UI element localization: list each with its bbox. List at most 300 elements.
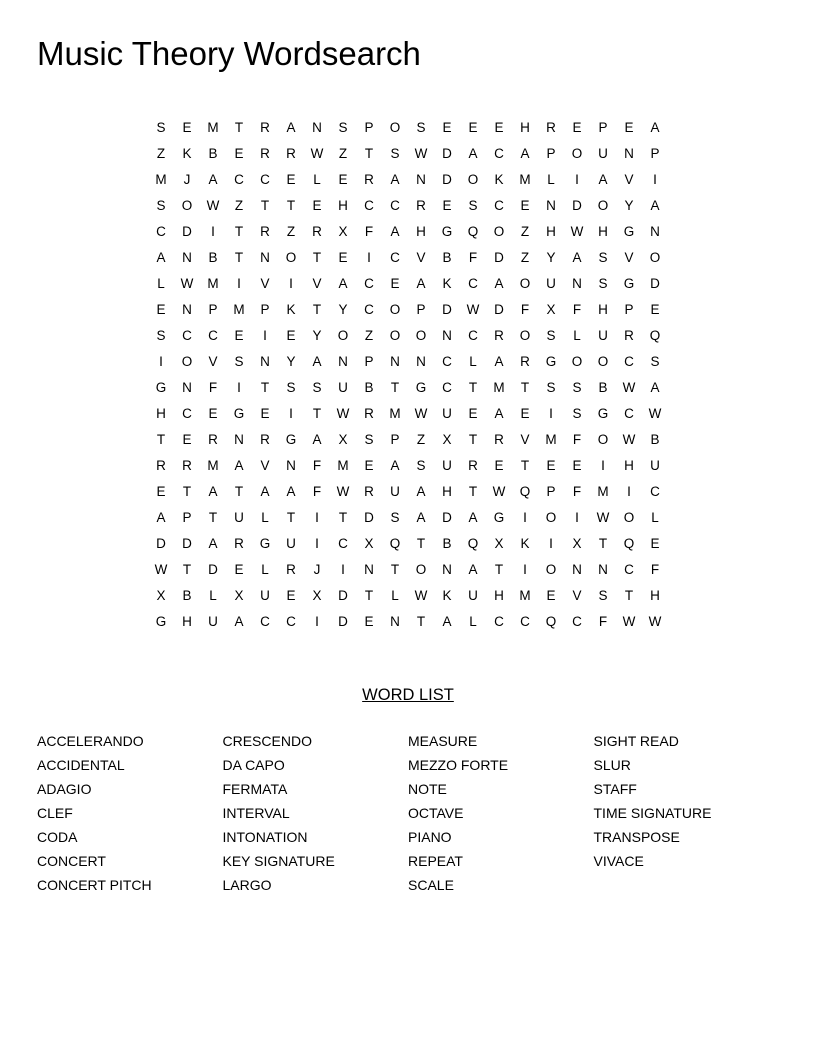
grid-letter: Z: [520, 223, 530, 239]
grid-letter: T: [364, 145, 374, 161]
grid-letter: S: [572, 379, 582, 395]
grid-letter: E: [546, 457, 556, 473]
grid-letter: C: [182, 405, 192, 421]
grid-letter: A: [234, 613, 244, 629]
grid-letter: O: [467, 171, 479, 187]
grid-letter: T: [312, 249, 322, 265]
grid-letter: A: [520, 145, 530, 161]
word-list-item: LARGO: [222, 877, 272, 893]
grid-letter: C: [364, 197, 374, 213]
grid-letter: U: [442, 405, 452, 421]
grid-letter: N: [182, 301, 192, 317]
grid-letter: R: [156, 457, 166, 473]
grid-letter: T: [234, 249, 244, 265]
grid-letter: G: [597, 405, 609, 421]
grid-letter: P: [208, 301, 218, 317]
grid-letter: N: [442, 327, 452, 343]
grid-letter: S: [416, 119, 426, 135]
grid-letter: C: [468, 275, 478, 291]
grid-letter: T: [182, 561, 192, 577]
grid-letter: G: [155, 379, 167, 395]
grid-letter: O: [649, 249, 661, 265]
grid-letter: W: [622, 379, 636, 395]
grid-letter: F: [208, 379, 218, 395]
grid-letter: R: [260, 223, 270, 239]
grid-letter: M: [337, 457, 349, 473]
grid-letter: D: [208, 561, 218, 577]
grid-letter: R: [546, 119, 556, 135]
grid-letter: G: [493, 509, 505, 525]
grid-letter: S: [546, 327, 556, 343]
grid-letter: F: [572, 301, 582, 317]
grid-letter: X: [546, 301, 556, 317]
grid-letter: E: [182, 119, 192, 135]
word-list-item: STAFF: [593, 781, 637, 797]
grid-letter: M: [207, 457, 219, 473]
grid-letter: A: [390, 457, 400, 473]
grid-letter: O: [545, 509, 557, 525]
grid-letter: Q: [545, 613, 557, 629]
grid-letter: U: [390, 483, 400, 499]
grid-letter: R: [312, 223, 322, 239]
grid-letter: G: [441, 223, 453, 239]
grid-letter: S: [390, 509, 400, 525]
grid-letter: A: [416, 483, 426, 499]
grid-letter: O: [285, 249, 297, 265]
grid-letter: O: [597, 431, 609, 447]
grid-letter: W: [336, 405, 350, 421]
grid-letter: T: [338, 509, 348, 525]
grid-letter: N: [650, 223, 660, 239]
grid-letter: D: [442, 145, 452, 161]
grid-letter: L: [651, 509, 659, 525]
grid-letter: I: [237, 275, 241, 291]
grid-letter: R: [208, 431, 218, 447]
grid-letter: E: [364, 457, 374, 473]
grid-letter: S: [156, 119, 166, 135]
grid-letter: I: [549, 405, 553, 421]
grid-letter: R: [624, 327, 634, 343]
grid-letter: N: [338, 353, 348, 369]
grid-letter: W: [180, 275, 194, 291]
grid-letter: G: [623, 275, 635, 291]
grid-letter: P: [390, 431, 400, 447]
grid-letter: E: [442, 197, 452, 213]
grid-letter: S: [364, 431, 374, 447]
grid-letter: X: [494, 535, 504, 551]
word-list-item: CONCERT: [37, 853, 106, 869]
word-list-item: REPEAT: [408, 853, 463, 869]
grid-letter: A: [338, 275, 348, 291]
grid-letter: I: [315, 613, 319, 629]
grid-letter: T: [416, 613, 426, 629]
grid-letter: S: [156, 327, 166, 343]
grid-letter: B: [208, 145, 218, 161]
grid-letter: R: [234, 535, 244, 551]
grid-letter: U: [650, 457, 660, 473]
grid-letter: C: [156, 223, 166, 239]
grid-letter: X: [442, 431, 452, 447]
grid-letter: O: [519, 327, 531, 343]
grid-letter: W: [648, 613, 662, 629]
grid-letter: E: [260, 405, 270, 421]
grid-letter: L: [261, 561, 269, 577]
grid-letter: I: [289, 405, 293, 421]
grid-letter: M: [233, 301, 245, 317]
grid-letter: N: [390, 613, 400, 629]
grid-letter: T: [156, 431, 166, 447]
grid-letter: H: [650, 587, 660, 603]
grid-letter: T: [234, 119, 244, 135]
grid-letter: C: [390, 197, 400, 213]
grid-letter: A: [650, 119, 660, 135]
grid-letter: E: [494, 457, 504, 473]
grid-letter: T: [468, 483, 478, 499]
grid-letter: M: [207, 275, 219, 291]
grid-letter: N: [286, 457, 296, 473]
grid-letter: R: [260, 431, 270, 447]
grid-letter: W: [154, 561, 168, 577]
grid-letter: O: [519, 275, 531, 291]
grid-letter: O: [597, 353, 609, 369]
grid-letter: D: [572, 197, 582, 213]
grid-letter: X: [156, 587, 166, 603]
grid-letter: T: [234, 223, 244, 239]
grid-letter: S: [546, 379, 556, 395]
grid-letter: U: [442, 457, 452, 473]
grid-letter: I: [211, 223, 215, 239]
grid-letter: D: [182, 223, 192, 239]
grid-letter: Z: [416, 431, 426, 447]
grid-letter: F: [312, 457, 322, 473]
grid-letter: N: [182, 379, 192, 395]
grid-letter: C: [624, 561, 634, 577]
grid-letter: D: [442, 509, 452, 525]
grid-letter: H: [442, 483, 452, 499]
grid-letter: A: [494, 405, 504, 421]
grid-letter: E: [494, 119, 504, 135]
grid-letter: L: [209, 587, 217, 603]
word-list-item: ACCIDENTAL: [37, 757, 125, 773]
grid-letter: U: [338, 379, 348, 395]
grid-letter: S: [416, 457, 426, 473]
word-list-item: SIGHT READ: [593, 733, 679, 749]
grid-letter: W: [596, 509, 610, 525]
grid-letter: P: [364, 353, 374, 369]
grid-letter: S: [156, 197, 166, 213]
grid-letter: S: [390, 145, 400, 161]
grid-letter: C: [494, 197, 504, 213]
grid-letter: C: [208, 327, 218, 343]
grid-letter: M: [155, 171, 167, 187]
grid-letter: B: [208, 249, 218, 265]
grid-letter: P: [598, 119, 608, 135]
grid-letter: K: [442, 587, 452, 603]
grid-letter: T: [260, 379, 270, 395]
grid-letter: N: [312, 119, 322, 135]
grid-letter: A: [156, 249, 166, 265]
grid-letter: C: [442, 379, 452, 395]
grid-letter: G: [623, 223, 635, 239]
grid-letter: Q: [467, 223, 479, 239]
grid-letter: I: [523, 561, 527, 577]
grid-letter: N: [546, 197, 556, 213]
grid-letter: V: [572, 587, 582, 603]
grid-letter: V: [260, 457, 270, 473]
grid-letter: B: [442, 535, 452, 551]
grid-letter: P: [182, 509, 192, 525]
grid-letter: N: [572, 561, 582, 577]
grid-letter: C: [260, 613, 270, 629]
grid-letter: N: [390, 353, 400, 369]
grid-letter: N: [572, 275, 582, 291]
word-list-item: CRESCENDO: [222, 733, 312, 749]
grid-letter: A: [390, 171, 400, 187]
grid-letter: T: [260, 197, 270, 213]
grid-letter: L: [313, 171, 321, 187]
grid-letter: H: [598, 301, 608, 317]
grid-letter: E: [234, 145, 244, 161]
grid-letter: A: [234, 457, 244, 473]
grid-letter: N: [260, 249, 270, 265]
grid-letter: S: [572, 405, 582, 421]
grid-letter: O: [389, 301, 401, 317]
grid-letter: A: [494, 275, 504, 291]
grid-letter: I: [575, 509, 579, 525]
grid-letter: A: [208, 483, 218, 499]
word-list-item: DA CAPO: [222, 757, 285, 773]
grid-letter: L: [547, 171, 555, 187]
grid-letter: K: [442, 275, 452, 291]
grid-letter: L: [391, 587, 399, 603]
grid-letter: P: [260, 301, 270, 317]
grid-letter: Y: [546, 249, 556, 265]
grid-letter: A: [390, 223, 400, 239]
grid-letter: S: [286, 379, 296, 395]
grid-letter: S: [234, 353, 244, 369]
grid-letter: E: [468, 119, 478, 135]
word-list-item: SCALE: [408, 877, 454, 893]
grid-letter: K: [286, 301, 296, 317]
grid-letter: E: [312, 197, 322, 213]
word-list-item: MEZZO FORTE: [408, 757, 509, 773]
grid-letter: P: [624, 301, 634, 317]
grid-letter: A: [598, 171, 608, 187]
letter-grid: [148, 114, 668, 634]
grid-letter: H: [156, 405, 166, 421]
grid-letter: B: [364, 379, 374, 395]
grid-letter: T: [390, 561, 400, 577]
grid-letter: C: [390, 249, 400, 265]
grid-letter: I: [549, 535, 553, 551]
grid-letter: Z: [286, 223, 296, 239]
grid-letter: P: [546, 145, 556, 161]
grid-letter: W: [570, 223, 584, 239]
grid-letter: V: [624, 249, 634, 265]
grid-letter: A: [650, 197, 660, 213]
word-list-column: [37, 729, 223, 897]
page-title: Music Theory Wordsearch: [37, 35, 421, 72]
grid-letter: E: [338, 249, 348, 265]
grid-letter: F: [572, 483, 582, 499]
word-list-item: NOTE: [408, 781, 447, 797]
grid-letter: N: [364, 561, 374, 577]
grid-letter: T: [416, 535, 426, 551]
grid-letter: K: [494, 171, 504, 187]
grid-letter: Z: [156, 145, 166, 161]
grid-letter: R: [182, 457, 192, 473]
grid-letter: C: [572, 613, 582, 629]
grid-letter: T: [312, 405, 322, 421]
grid-letter: R: [364, 171, 374, 187]
grid-letter: L: [573, 327, 581, 343]
word-list-item: PIANO: [408, 829, 452, 845]
word-list-item: TIME SIGNATURE: [593, 805, 712, 821]
grid-letter: D: [364, 509, 374, 525]
grid-letter: D: [494, 301, 504, 317]
grid-letter: V: [624, 171, 634, 187]
grid-letter: V: [260, 275, 270, 291]
grid-letter: E: [650, 301, 660, 317]
word-list-item: KEY SIGNATURE: [222, 853, 335, 869]
grid-letter: E: [156, 483, 166, 499]
grid-letter: Z: [520, 249, 530, 265]
grid-letter: M: [519, 587, 531, 603]
grid-letter: B: [442, 249, 452, 265]
word-list-item: TRANSPOSE: [593, 829, 680, 845]
grid-letter: C: [494, 145, 504, 161]
grid-letter: G: [259, 535, 271, 551]
grid-letter: U: [234, 509, 244, 525]
grid-letter: U: [468, 587, 478, 603]
grid-letter: E: [208, 405, 218, 421]
grid-letter: T: [520, 457, 530, 473]
grid-letter: T: [598, 535, 608, 551]
word-list-item: CONCERT PITCH: [37, 877, 152, 893]
grid-letter: H: [182, 613, 192, 629]
grid-letter: O: [415, 327, 427, 343]
grid-letter: C: [624, 405, 634, 421]
grid-letter: O: [623, 509, 635, 525]
grid-letter: H: [338, 197, 348, 213]
grid-letter: A: [468, 509, 478, 525]
grid-letter: R: [468, 457, 478, 473]
grid-letter: W: [466, 301, 480, 317]
word-list-item: ADAGIO: [37, 781, 92, 797]
grid-letter: V: [416, 249, 426, 265]
grid-letter: I: [653, 171, 657, 187]
grid-letter: W: [414, 587, 428, 603]
grid-letter: A: [260, 483, 270, 499]
grid-letter: A: [312, 431, 322, 447]
grid-letter: A: [286, 483, 296, 499]
grid-letter: D: [650, 275, 660, 291]
grid-letter: C: [494, 613, 504, 629]
grid-letter: E: [286, 587, 296, 603]
grid-letter: I: [367, 249, 371, 265]
grid-letter: L: [261, 509, 269, 525]
grid-letter: E: [286, 327, 296, 343]
grid-letter: G: [545, 353, 557, 369]
word-list-item: FERMATA: [222, 781, 288, 797]
grid-letter: Y: [624, 197, 634, 213]
grid-letter: T: [468, 431, 478, 447]
grid-letter: E: [286, 171, 296, 187]
grid-letter: A: [494, 353, 504, 369]
word-list-heading: WORD LIST: [362, 686, 454, 704]
grid-letter: N: [234, 431, 244, 447]
grid-letter: P: [416, 301, 426, 317]
word-list-item: OCTAVE: [408, 805, 464, 821]
grid-letter: G: [233, 405, 245, 421]
grid-letter: H: [416, 223, 426, 239]
grid-letter: V: [520, 431, 530, 447]
grid-letter: I: [601, 457, 605, 473]
grid-letter: C: [624, 353, 634, 369]
grid-letter: Z: [338, 145, 348, 161]
grid-letter: M: [389, 405, 401, 421]
grid-letter: C: [468, 327, 478, 343]
grid-letter: A: [650, 379, 660, 395]
word-list-item: INTONATION: [222, 829, 308, 845]
grid-letter: E: [572, 457, 582, 473]
grid-letter: E: [546, 587, 556, 603]
grid-letter: F: [572, 431, 582, 447]
grid-letter: E: [390, 275, 400, 291]
grid-letter: E: [520, 197, 530, 213]
grid-letter: F: [364, 223, 374, 239]
grid-letter: E: [442, 119, 452, 135]
grid-letter: W: [648, 405, 662, 421]
grid-letter: G: [155, 613, 167, 629]
grid-letter: A: [286, 119, 296, 135]
grid-letter: L: [469, 353, 477, 369]
grid-letter: F: [650, 561, 660, 577]
grid-letter: S: [598, 587, 608, 603]
grid-letter: A: [416, 275, 426, 291]
grid-letter: E: [468, 405, 478, 421]
grid-letter: M: [519, 171, 531, 187]
grid-letter: W: [206, 197, 220, 213]
grid-letter: N: [416, 353, 426, 369]
word-list-item: MEASURE: [408, 733, 478, 749]
grid-letter: X: [364, 535, 374, 551]
grid-letter: U: [208, 613, 218, 629]
grid-letter: E: [234, 327, 244, 343]
grid-letter: G: [415, 379, 427, 395]
grid-letter: U: [286, 535, 296, 551]
grid-letter: O: [571, 145, 583, 161]
grid-letter: X: [312, 587, 322, 603]
grid-letter: Q: [519, 483, 531, 499]
grid-letter: T: [494, 561, 504, 577]
grid-letter: O: [389, 327, 401, 343]
grid-letter: T: [520, 379, 530, 395]
grid-letter: O: [415, 561, 427, 577]
grid-letter: B: [182, 587, 192, 603]
grid-letter: A: [416, 509, 426, 525]
grid-letter: X: [338, 223, 348, 239]
grid-letter: J: [183, 171, 191, 187]
word-list-column: [223, 729, 409, 897]
grid-letter: T: [234, 483, 244, 499]
grid-letter: U: [598, 327, 608, 343]
grid-letter: S: [338, 119, 348, 135]
grid-letter: C: [442, 353, 452, 369]
grid-letter: Y: [286, 353, 296, 369]
word-list: [37, 729, 779, 897]
grid-letter: X: [234, 587, 244, 603]
